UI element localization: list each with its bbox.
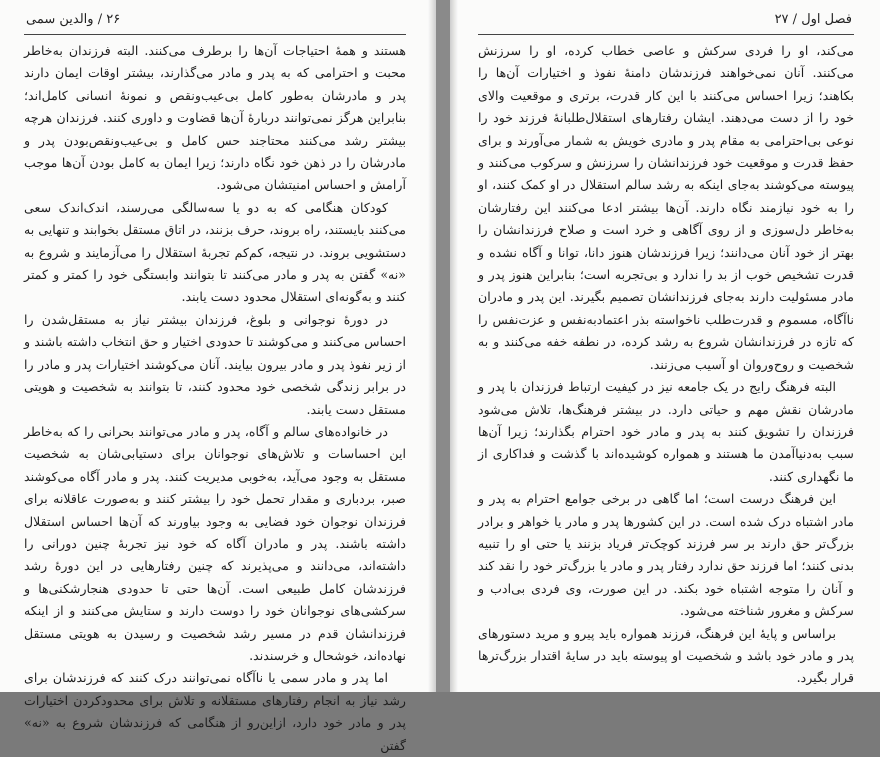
paragraph: براساس و پایهٔ این فرهنگ، فرزند همواره باید پیرو و مرید دستورهای پدر و مادر خود باشد و شخصیت او پیوسته باید در سایهٔ اقتدار بزرگ‌ترها قرار بگیرد.: [478, 625, 854, 686]
paragraph: کودکان هنگامی که به دو یا سه‌سالگی می‌رسند، اندک‌اندک سعی می‌کنند بایستند، راه بروند، حرف بزنند، در اتاق مستقل بخوابند و تنهایی به دستشویی بروند. در نتیجه، کم‌کم تجربهٔ استقلال را می‌آزمایند و شروع به «نه» گفتن به پدر و مادر می‌کنند تا بتوانند وابستگی خود را کمتر و کمتر کنند و به‌گونه‌ای استقلال محدود دست یابند.: [24, 199, 406, 305]
left-page: [0, 0, 436, 753]
gutter-shadow: [450, 0, 458, 692]
paragraph: این فرهنگ درست است؛ اما گاهی در برخی جوامع احترام به پدر و مادر اشتباه درک شده است. در این کشورها پدر و مادر یا خواهر و برادر بزرگ‌تر حق دارند بر سر فرزند کوچک‌تر فریاد بزنند یا حتی او را تنبیه بدنی کنند؛ اما فرزند حق ندارد رفتار پدر و مادر یا بزرگ‌تر خود را نقد کند و آنان را متوجه اشتباه خود بکند. در این صورت، وی فردی بی‌ادب و سرکش و مغرور شناخته می‌شود.: [478, 491, 854, 619]
paragraph: در دورهٔ نوجوانی و بلوغ، فرزندان بیشتر نیاز به مستقل‌شدن را احساس می‌کنند و می‌کوشند تا حدودی اختیار و حق انتخاب داشته باشند و از زیر نفوذ پدر و مادر بیرون بیایند. آنان می‌کوشند اختیارات پدر و مادر را در برابر زندگی شخصی خود محدود کنند، تا بتوانند به شخصیت و هویتی مستقل دست یابند.: [24, 311, 406, 417]
running-header-left: ۲۶ / والدین سمی: [26, 12, 121, 27]
header-rule-left: [24, 34, 406, 35]
header-rule-right: [478, 34, 854, 35]
left-page-body: [24, 40, 406, 753]
paragraph: در خانواده‌های سالم و آگاه، پدر و مادر می‌توانند بحرانی را که به‌خاطر این احساسات و تلاش‌های نوجوانان برای دستیابی‌شان به شخصیت مستقل به وجود می‌آید، به‌خوبی مدیریت کنند. پدر و مادر آگاه می‌کوشند صبر، بردباری و مقدار تحمل خود را بیشتر کنند و به‌صورت عاقلانه برای فرزندان نوجوان خود فضایی به وجود بیاورند که آن‌ها احساس استقلال داشته باشند. پدر و مادران آگاه که خود نیز تجربهٔ چنین دورانی را داشته‌اند، می‌دانند و می‌پذیرند که چنین رفتارهایی در این دورهٔ رشد فرزندشان کامل طبیعی است. آن‌ها حتی تا حدودی هنجارشکنی‌ها و سرکشی‌های نوجوانان خود را دوست دارند و ستایش می‌کنند و از اینکه فرزندانشان قدم در مسیر رشد شخصیت و رسیدن به هویتی مستقل نهاده‌اند، خوشحال و خرسندند.: [24, 423, 406, 663]
paragraph: هستند و همهٔ احتیاجات آن‌ها را برطرف می‌کنند. البته فرزندان به‌خاطر محبت و احترامی که به پدر و مادر می‌گذارند، بیشتر اوقات ایمان دارند پدر و مادرشان به‌طور کامل بی‌عیب‌ونقص و نمونهٔ انسانی کامل‌اند؛ بنابراین هرگز نمی‌توانند دربارهٔ آن‌ها قضاوت و داوری کنند. فرزندان هرچه بیشتر رشد می‌کنند محتاجند حس کامل و بی‌عیب‌ونقص‌بودن پدر و مادرشان را در ذهن خود نگاه دارند؛ زیرا ایمان به کامل بودن آن‌ها موجب آرامش و احساس امنیتشان می‌شود.: [24, 43, 406, 193]
paragraph: می‌کند، او را فردی سرکش و عاصی خطاب کرده، او را سرزنش می‌کنند. آنان نمی‌خواهند فرزندشان دامنهٔ نفوذ و اختیارات آن‌ها را بکاهند؛ زیرا احساس می‌کنند با این کار قدرت، برتری و موقعیت والای خود را از دست می‌دهند. ایشان رفتارهای استقلال‌طلبانهٔ فرزند خود را نوعی بی‌احترامی به مقام پدر و مادری خویش به شمار می‌آورند و برای حفظ قدرت و موقعیت خود فرزندانشان را سرزنش و سرکوب می‌کنند و پیوسته می‌کوشند به‌جای اینکه به رشد سالم استقلال در او کمک کنند، او را به خود نیازمند نگاه دارند. آن‌ها بیشتر ادعا می‌کنند این رفتارشان به‌خاطر دل‌سوزی و از روی آگاهی و خرد است و صلاح فرزندانشان را بهتر از خود آنان می‌دانند؛ زیرا فرزندشان هنوز دانا، توانا و آگاه نشده و قدرت تشخیص خوب از بد را ندارد و بی‌تجربه است؛ بنابراین هنوز پدر و مادر مسئولیت دارند به‌جای فرزندانشان تصمیم بگیرند. این پدر و مادران ناآگاه، مسموم و قدرت‌طلب ناخواسته بذر اعتمادبه‌نفس و عزت‌نفس را که تازه در فرزندانشان شروع به رشد کرده، در نطفه خفه می‌کنند و به شخصیت و روح‌وروان او آسیب می‌زنند.: [478, 43, 854, 372]
right-page-body: [478, 40, 854, 686]
running-header-right: فصل اول / ۲۷: [774, 12, 852, 27]
paragraph: البته فرهنگ رایج در یک جامعه نیز در کیفیت ارتباط فرزندان با پدر و مادرشان نقش مهم و حیاتی دارد. در بیشتر فرهنگ‌ها، تلاش می‌شود فرزندان را تشویق کنند به پدر و مادر خود احترام بگذارند؛ زیرا آن‌ها سبب به‌دنیاآمدن ما هستند و همواره کوشیده‌اند با گذشت و فداکاری از ما نگهداری کنند.: [478, 379, 854, 484]
gutter-shadow: [428, 0, 436, 692]
paragraph: اما پدر و مادر سمی یا ناآگاه نمی‌توانند درک کنند که فرزندشان برای رشد نیاز به انجام رفتارهای مستقلانه و تلاش برای محدودکردن اختیارات پدر و مادر خود دارد، ازاین‌رو از هنگامی که فرزندشان شروع به «نه» گفتن: [24, 670, 406, 753]
right-page: [450, 0, 880, 692]
